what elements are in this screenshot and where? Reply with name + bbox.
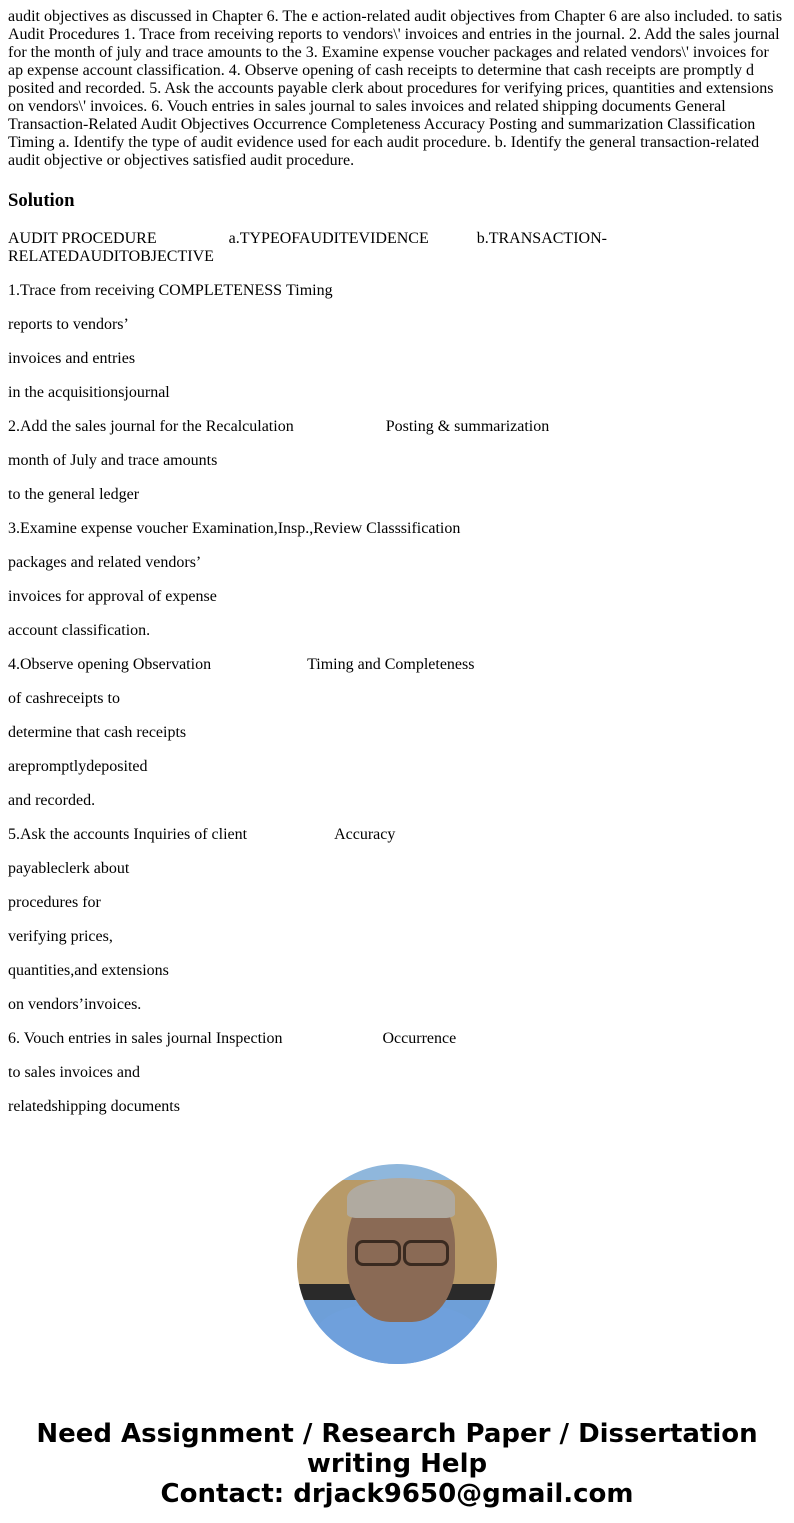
solution-heading: Solution — [8, 190, 75, 211]
cell-objective: Timing — [286, 282, 333, 299]
table-row — [8, 826, 786, 844]
table-row — [8, 656, 786, 674]
table-row-continuation: invoices and entries — [8, 350, 136, 367]
cell-procedure: 3.Examine expense voucher — [8, 520, 188, 537]
cell-objective: Occurrence — [382, 1030, 457, 1047]
header-objective: b.TRANSACTION-RELATEDAUDITOBJECTIVE — [8, 230, 607, 265]
cell-evidence: Observation — [132, 656, 212, 673]
table-row — [8, 1030, 786, 1048]
solution-table — [8, 282, 786, 1116]
table-row-continuation: arepromptlydeposited — [8, 758, 148, 775]
table-row-continuation: verifying prices, — [8, 928, 113, 945]
table-row-continuation: of cashreceipts to — [8, 690, 120, 707]
table-row-continuation: on vendors’invoices. — [8, 996, 142, 1013]
table-row-continuation: packages and related vendors’ — [8, 554, 202, 571]
table-row-continuation: quantities,and extensions — [8, 962, 169, 979]
table-row-continuation: and recorded. — [8, 792, 96, 809]
table-row-continuation: to the general ledger — [8, 486, 140, 503]
table-row-continuation: to sales invoices and — [8, 1064, 140, 1081]
cell-evidence: Recalculation — [205, 418, 294, 435]
header-evidence: a.TYPEOFAUDITEVIDENCE — [228, 230, 429, 247]
header-procedure: AUDIT PROCEDURE — [8, 230, 157, 247]
table-row-continuation: invoices for approval of expense — [8, 588, 217, 605]
cell-objective: Classsification — [366, 520, 461, 537]
table-row-continuation: procedures for — [8, 894, 101, 911]
cell-objective: Posting & summarization — [385, 418, 550, 435]
cell-objective: Accuracy — [334, 826, 396, 843]
author-photo — [297, 1164, 497, 1364]
table-row-continuation: reports to vendors’ — [8, 316, 129, 333]
table-row-continuation: in the acquisitionsjournal — [8, 384, 170, 401]
cell-procedure: 2.Add the sales journal for the — [8, 418, 202, 435]
table-row — [8, 418, 786, 436]
footer-contact — [8, 1419, 786, 1509]
table-row-continuation: relatedshipping documents — [8, 1098, 180, 1115]
table-header — [8, 230, 786, 266]
question-text: audit objectives as discussed in Chapter 6. The e action-related audit objectives from Chapter 6 are also included. to satis Audit Procedures 1. Trace from receiving reports to vendors\' invoices and entries in the journal. 2. Add the sales journal for the month of july and trace amounts to the 3. Examine expense voucher packages and related vendors\' invoices for ap expense account classification. 4. Observe opening of cash receipts to determine that cash receipts are promptly d posited and recorded. 5. Ask the accounts payable clerk about procedures for verifying prices, quantities and extensions on vendors\' invoices. 6. Vouch entries in sales journal to sales invoices and related shipping documents General Transaction-Related Audit Objectives Occurrence Completeness Accuracy Posting and summarization Classification Timing a. Identify the type of audit evidence used for each audit procedure. b. Identify the general transaction-related audit objective or objectives satisfied audit procedure. — [8, 8, 783, 169]
cell-objective: Timing and Completeness — [307, 656, 475, 673]
table-row — [8, 282, 786, 300]
cell-procedure: 5.Ask the accounts — [8, 826, 130, 843]
table-row-continuation: account classification. — [8, 622, 151, 639]
cell-evidence: COMPLETENESS — [158, 282, 283, 299]
footer-email: Contact: drjack9650@gmail.com — [160, 1479, 634, 1509]
cell-evidence: Examination,Insp.,Review — [191, 520, 363, 537]
cell-procedure: 4.Observe opening — [8, 656, 129, 673]
footer-help-text: Need Assignment / Research Paper / Dissertation writing Help — [36, 1419, 758, 1479]
cell-procedure: 6. Vouch entries in sales journal — [8, 1030, 212, 1047]
table-row-continuation: determine that cash receipts — [8, 724, 187, 741]
cell-evidence: Inspection — [215, 1030, 283, 1047]
cell-evidence: Inquiries of client — [133, 826, 248, 843]
table-row — [8, 520, 786, 538]
table-row-continuation: month of July and trace amounts — [8, 452, 218, 469]
cell-procedure: 1.Trace from receiving — [8, 282, 155, 299]
table-row-continuation: payableclerk about — [8, 860, 130, 877]
